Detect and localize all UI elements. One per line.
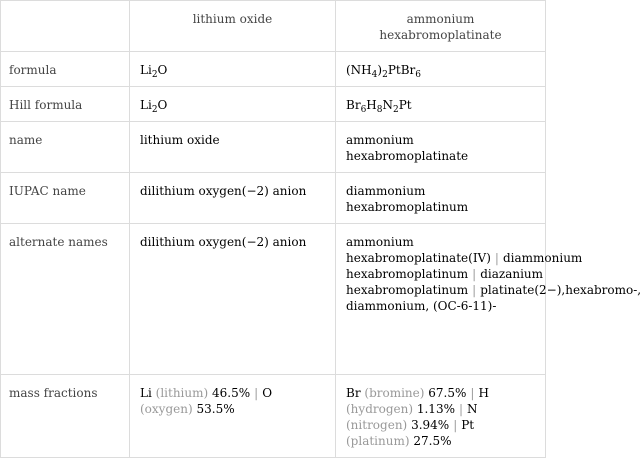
table-row [1, 173, 546, 224]
alternate-name: ammonium hexabromoplatinate(IV) [346, 235, 491, 265]
alternate-names-ammonium [336, 224, 641, 375]
separator: | [472, 283, 477, 297]
hill-formula-lithium-oxide: $Li_2O$ [130, 87, 336, 122]
separator: | [472, 267, 477, 281]
name-ammonium: ammonium hexabromoplatinate [336, 122, 546, 173]
mass-fractions-ammonium: Br (bromine) 67.5% | H (hydrogen) 1.13% | N (nitrogen) 3.94% | Pt (platinum) 27.5% [336, 375, 546, 458]
row-label-name: name [1, 122, 130, 173]
separator: | [470, 386, 475, 400]
table-row [1, 52, 546, 87]
table-row [1, 87, 546, 122]
table-row [1, 224, 546, 375]
row-label-hill-formula: Hill formula [1, 87, 130, 122]
alternate-name: diazanium hexabromoplatinum [346, 267, 544, 297]
separator: | [494, 251, 499, 265]
row-label-alternate-names: alternate names [1, 224, 130, 375]
name-lithium-oxide: lithium oxide [130, 122, 336, 173]
formula-lithium-oxide: $Li_2O$ [130, 52, 336, 87]
header-row [1, 1, 546, 52]
separator: | [453, 418, 458, 432]
header-lithium-oxide: lithium oxide [130, 1, 336, 52]
mass-fractions-lithium-oxide: Li (lithium) 46.5% | O (oxygen) 53.5% [130, 375, 336, 458]
alternate-names-lithium-oxide: dilithium oxygen(−2) anion [130, 224, 336, 375]
hill-formula-ammonium: $Br_6H_8N_2Pt$ [336, 87, 546, 122]
row-label-iupac-name: IUPAC name [1, 173, 130, 224]
alternate-name: platinate(2−),hexabromo-, diammonium, (OC-6-11)- [346, 283, 641, 313]
table-row [1, 122, 546, 173]
separator: | [254, 386, 259, 400]
iupac-name-lithium-oxide: dilithium oxygen(−2) anion [130, 173, 336, 224]
table-row [1, 375, 546, 458]
row-label-formula: formula [1, 52, 130, 87]
iupac-name-ammonium: diammonium hexabromoplatinum [336, 173, 546, 224]
separator: | [458, 402, 464, 416]
formula-ammonium: $(NH_4)_2PtBr_6$ [336, 52, 546, 87]
corner-cell [1, 1, 130, 52]
row-label-mass-fractions: mass fractions [1, 375, 130, 458]
header-ammonium-hexabromoplatinate: ammonium hexabromoplatinate [336, 1, 546, 52]
alternate-name: diammonium hexabromoplatinum [346, 251, 583, 281]
